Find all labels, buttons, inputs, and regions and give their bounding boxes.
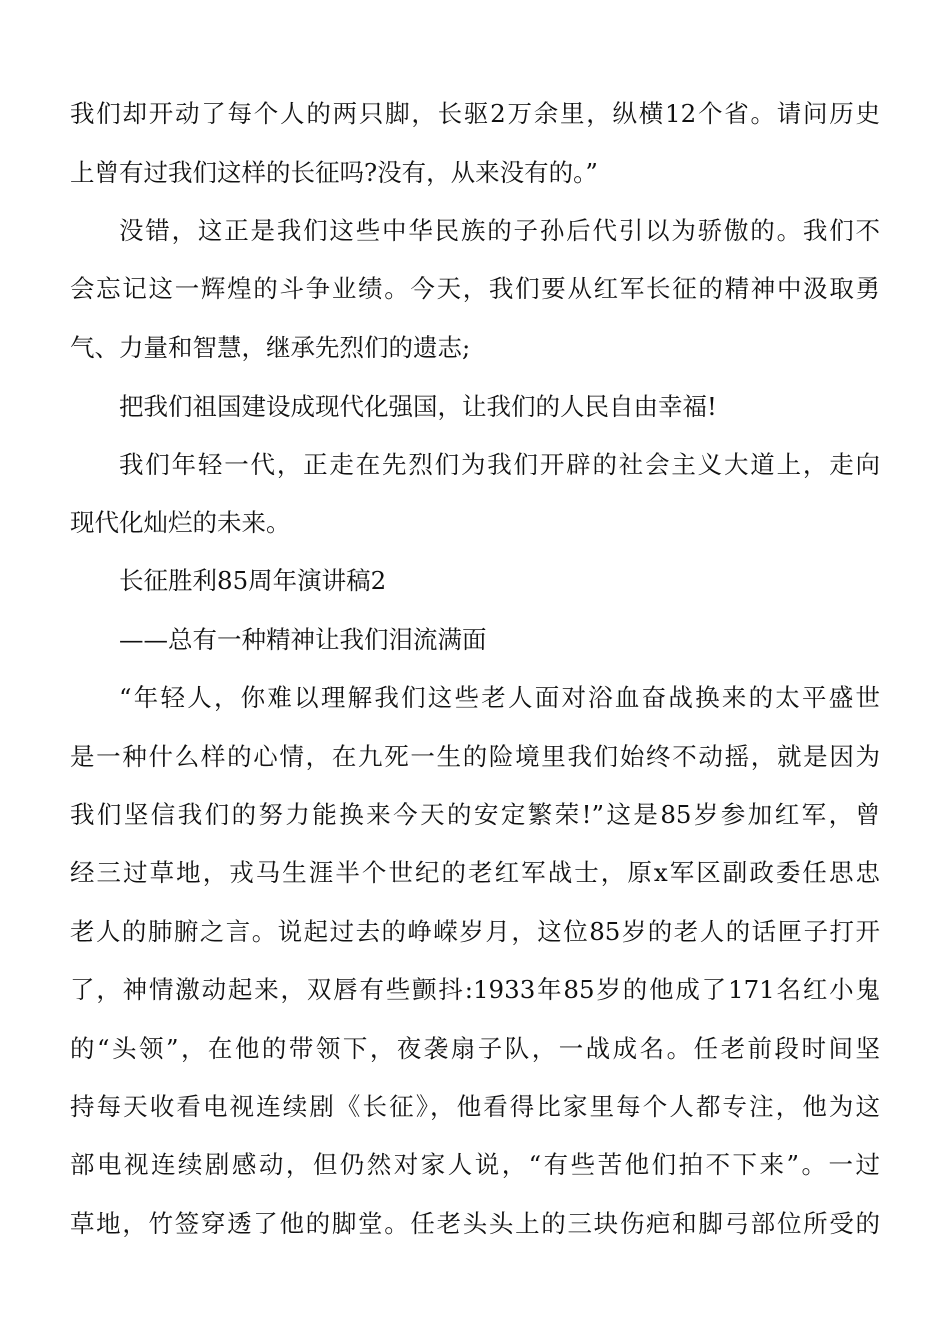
- paragraph-line: 经三过草地，戎马生涯半个世纪的老红军战士，原x军区副政委任思忠: [70, 858, 880, 887]
- paragraph-line: 部电视连续剧感动，但仍然对家人说，“有些苦他们拍不下来”。一过: [70, 1150, 880, 1179]
- paragraph-line: 草地，竹签穿透了他的脚堂。任老头头上的三块伤疤和脚弓部位所受的: [70, 1209, 880, 1238]
- paragraph-line: 的“头领”，在他的带领下，夜袭扇子队，一战成名。任老前段时间坚: [70, 1034, 880, 1063]
- paragraph-line: 老人的肺腑之言。说起过去的峥嵘岁月，这位85岁的老人的话匣子打开: [70, 917, 880, 946]
- paragraph-line: 会忘记这一辉煌的斗争业绩。今天，我们要从红军长征的精神中汲取勇: [70, 274, 880, 303]
- paragraph-line: 上曾有过我们这样的长征吗?没有，从来没有的。”: [70, 158, 598, 187]
- paragraph-line: 是一种什么样的心情，在九死一生的险境里我们始终不动摇，就是因为: [70, 742, 880, 771]
- paragraph-line: 没错，这正是我们这些中华民族的子孙后代引以为骄傲的。我们不: [119, 216, 880, 245]
- paragraph-line: 我们坚信我们的努力能换来今天的安定繁荣!”这是85岁参加红军，曾: [70, 800, 880, 829]
- section-subtitle: ——总有一种精神让我们泪流满面: [119, 625, 487, 654]
- paragraph-line: 现代化灿烂的未来。: [70, 508, 291, 537]
- paragraph-line: 气、力量和智慧，继承先烈们的遗志;: [70, 333, 471, 362]
- paragraph-line: 了，神情激动起来，双唇有些颤抖:1933年85岁的他成了171名红小鬼: [70, 975, 880, 1004]
- section-title: 长征胜利85周年演讲稿2: [119, 566, 387, 595]
- paragraph-line: 我们却开动了每个人的两只脚，长驱2万余里，纵横12个省。请问历史: [70, 99, 880, 128]
- paragraph-line: 把我们祖国建设成现代化强国，让我们的人民自由幸福!: [119, 392, 717, 421]
- paragraph-line: 持每天收看电视连续剧《长征》，他看得比家里每个人都专注，他为这: [70, 1092, 880, 1121]
- paragraph-line: 我们年轻一代，正走在先烈们为我们开辟的社会主义大道上，走向: [119, 450, 880, 479]
- paragraph-line: “年轻人，你难以理解我们这些老人面对浴血奋战换来的太平盛世: [119, 683, 880, 712]
